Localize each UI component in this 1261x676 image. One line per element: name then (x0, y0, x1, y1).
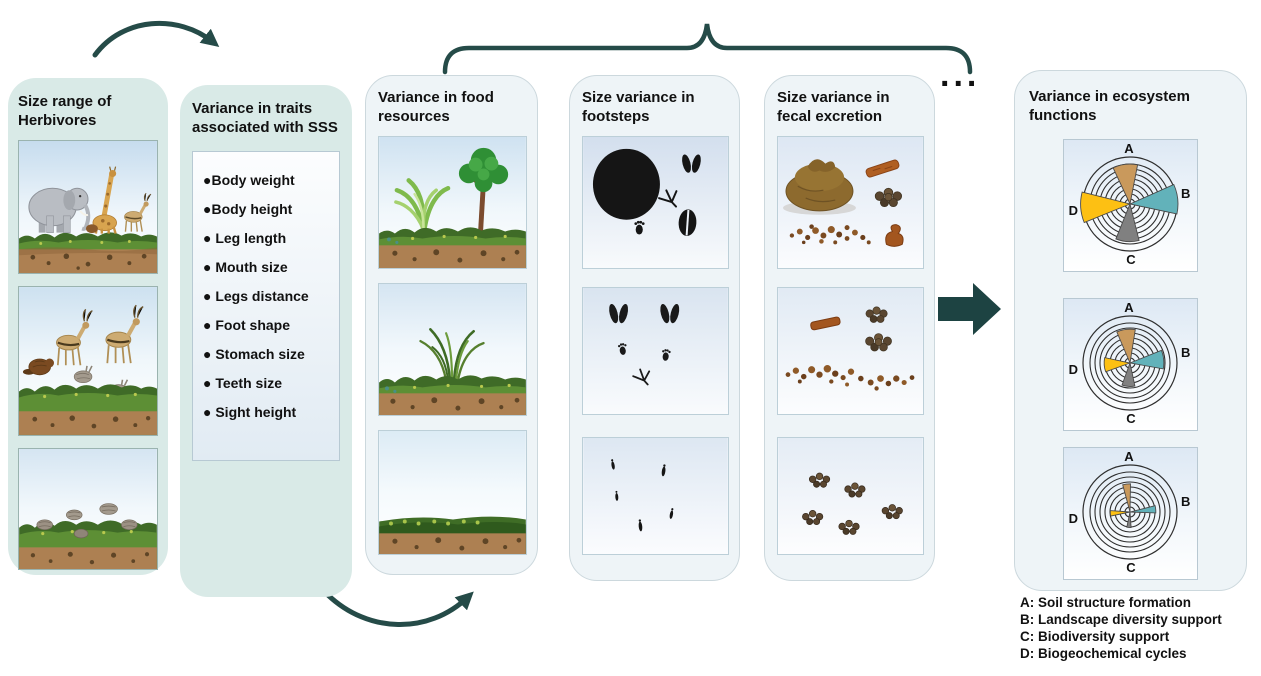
panel-fecal-title: Size variance in fecal excretion (777, 89, 890, 126)
trait-item: ● Stomach size (203, 346, 305, 363)
ecosystem-chart-large (1063, 139, 1198, 272)
medium-footprints-scene (583, 288, 728, 414)
rodent-icon (66, 510, 82, 520)
svg-text:C: C (1126, 560, 1136, 576)
svg-text:D: D (1068, 362, 1078, 378)
svg-text:B: B (1181, 494, 1191, 510)
food-image-trees (378, 136, 527, 269)
trait-item: ● Teeth size (203, 375, 282, 392)
legend-item: A: Soil structure formation (1020, 595, 1192, 610)
rodent-icon (74, 529, 88, 538)
trait-item: ●Body weight (203, 172, 295, 189)
panel-food-title: Variance in food resources (378, 89, 494, 126)
large-footprints-scene (583, 137, 728, 268)
trait-item: ● Foot shape (203, 317, 291, 334)
rodent-icon (100, 504, 118, 515)
trees-and-grass-scene (379, 137, 526, 268)
legend-item: B: Landscape diversity support (1020, 612, 1222, 627)
food-image-tall-grass (378, 283, 527, 416)
svg-text:D: D (1068, 511, 1078, 527)
trait-item: ● Legs distance (203, 288, 309, 305)
panel-traits-title: Variance in traits associated with SSS (192, 100, 338, 137)
ellipsis: ... (940, 56, 981, 94)
panel-footsteps-title: Size variance in footsteps (582, 89, 695, 126)
food-image-short-grass (378, 430, 527, 555)
svg-text:A: A (1124, 300, 1134, 316)
herbivores-image-medium (18, 286, 158, 436)
small-herbivores-scene (19, 449, 157, 569)
curved-arrow-herbivores-to-traits (88, 12, 233, 70)
ecosystem-chart-small (1063, 447, 1198, 580)
svg-text:A: A (1124, 449, 1134, 465)
svg-text:C: C (1126, 411, 1136, 427)
ecosystem-chart-medium (1063, 298, 1198, 431)
panel-food (365, 75, 538, 575)
traits-list-box (192, 151, 340, 461)
rodent-icon (121, 520, 137, 530)
panel-ecosystem (1014, 70, 1247, 591)
panel-ecosystem-title: Variance in ecosystem functions (1029, 88, 1190, 125)
svg-text:B: B (1181, 345, 1191, 361)
svg-text:A: A (1124, 141, 1134, 157)
soil-band (379, 245, 526, 268)
soil-band (19, 247, 157, 273)
tall-grass-scene (379, 284, 526, 415)
elephant-footprint-icon (593, 149, 660, 220)
svg-text:D: D (1068, 203, 1078, 219)
legend-item: C: Biodiversity support (1020, 629, 1170, 644)
small-footprints-scene (583, 438, 728, 554)
footsteps-image-medium (582, 287, 729, 415)
panel-traits (180, 85, 352, 597)
traits-list (203, 166, 335, 427)
panel-fecal (764, 75, 935, 581)
trait-item: ●Body height (203, 201, 293, 218)
herbivores-image-large (18, 140, 158, 274)
soil-band (379, 393, 526, 415)
medium-dung-scene (778, 288, 923, 414)
rodent-icon (37, 520, 53, 530)
fecal-image-medium (777, 287, 924, 415)
top-brace (435, 16, 980, 78)
trait-item: ● Leg length (203, 230, 287, 247)
block-arrow-right (938, 282, 1002, 336)
small-rodent-icon (86, 224, 98, 233)
curved-arrow-traits-to-food (318, 583, 488, 645)
short-grass-scene (379, 431, 526, 554)
medium-herbivores-scene (19, 287, 157, 435)
soil-band (19, 411, 157, 435)
trait-item: ● Mouth size (203, 259, 288, 276)
herbivores-image-small (18, 448, 158, 570)
large-dung-scene (778, 137, 923, 268)
svg-text:C: C (1126, 252, 1136, 268)
fecal-image-small (777, 437, 924, 555)
panel-footsteps (569, 75, 740, 581)
footsteps-image-large (582, 136, 729, 269)
fecal-image-large (777, 136, 924, 269)
legend-item: D: Biogeochemical cycles (1020, 646, 1187, 661)
svg-text:B: B (1181, 186, 1191, 202)
soil-band (379, 533, 526, 554)
soil-band (19, 547, 157, 569)
trait-item: ● Sight height (203, 404, 297, 421)
ecosystem-legend (1020, 594, 1222, 662)
panel-herbivores-title: Size range of Herbivores (18, 93, 112, 130)
panel-herbivores (8, 78, 168, 575)
large-herbivores-scene (19, 141, 157, 273)
footsteps-image-small (582, 437, 729, 555)
small-dung-scene (778, 438, 923, 554)
